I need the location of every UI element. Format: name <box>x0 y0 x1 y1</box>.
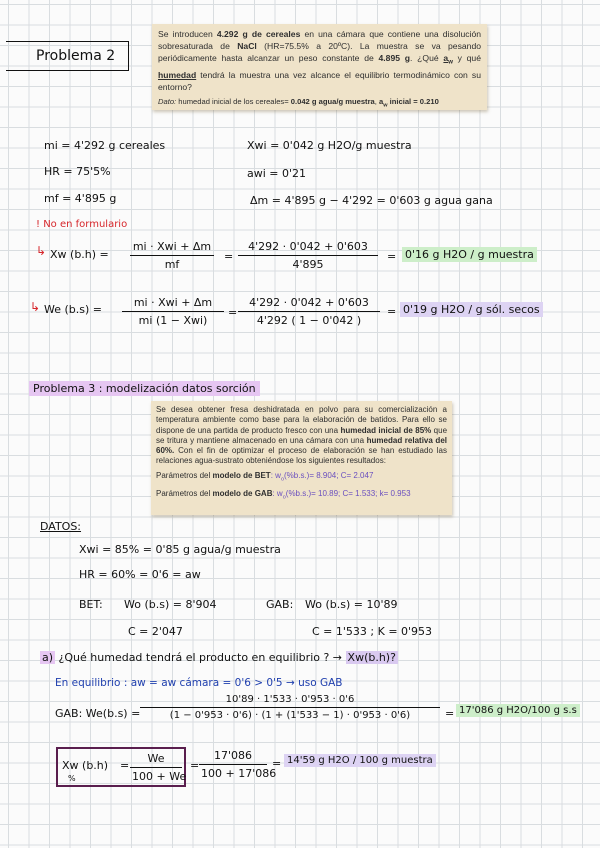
box-eq: = <box>120 759 130 772</box>
moisture-initial: Xwi = 0'042 g H2O/g muestra <box>247 139 412 152</box>
problem-2-title: Problema 2 <box>36 48 116 64</box>
xw-result: 0'16 g H2O / g muestra <box>402 247 537 262</box>
equilibrium-note: En equilibrio : aw = aw cámara = 0'6 > 0'5 → uso GAB <box>55 677 343 689</box>
we-substitution: $\frac{4'292 \cdot 0'042 + 0'603}{4'292 ( 1 - 0'042 )}$ <box>238 296 380 327</box>
bet-c: C = 2'047 <box>128 625 183 638</box>
equals: = <box>272 757 282 770</box>
xw-label: Xw (b.h) = <box>50 248 109 261</box>
problem-2-title-box <box>6 41 129 71</box>
final-fraction: $\frac{17'086}{100 + 17'086}$ <box>201 749 277 780</box>
box-pct: % <box>68 774 76 783</box>
we-result: 0'19 g H2O / g sól. secos <box>400 302 543 317</box>
aw-initial: awi = 0'21 <box>247 167 307 180</box>
relative-humidity-p3: HR = 60% = 0'6 = aw <box>79 568 201 581</box>
mass-final: mf = 4'895 g <box>44 192 117 205</box>
problem-3-title: Problema 3 : modelización datos sorción <box>29 381 260 396</box>
final-result: 14'59 g H2O / 100 g muestra <box>284 754 436 767</box>
bet-label: BET: <box>79 598 103 611</box>
equals: = <box>228 306 238 319</box>
problem-2-statement: Se introducen 4.292 g de cereales en una cámara que contiene una disolución sobresaturada de NaCl (HR=75.5% a 20ºC). La muestra se va pesando periódicamente hasta alcanzar un peso constante de 4.895 g. ¿Qué $a_w$ y qué humedad tendrá la muestra una vez alcance el equilibrio termodinámico con su entorno? Dato: humedad inicial de los cereales= 0.042 g agua/g muestra, $a_w$ inicial = 0.210 <box>152 24 487 110</box>
datos-heading: DATOS: <box>40 520 82 533</box>
moisture-initial-p3: Xwi = 85% = 0'85 g agua/g muestra <box>79 543 281 556</box>
xw-formula: mi · Xwi + Δm mf <box>130 240 214 271</box>
problem-3-statement: Se desea obtener fresa deshidratada en polvo para su comercialización a temperatura ambiente como base para la elaboración de batidos. Para ello se dispone de una partida de producto fresco con una humedad inicial de 85% que se tritura y mantiene almacenado en una cámara con una humedad relativa del 60%. Con el fin de optimizar el proceso de elaboración se han estudiado las relaciones agua-sustrato obteniéndose los siguientes resultados: Parámetros del modelo de BET: $w_o(\%b.s.)= 8.904$; C= 2.047 Parámetros del modelo de GAB: $w_o(\%b.s.)= 10.89$; C= 1.533; k= 0.953 <box>151 401 452 515</box>
gab-wo: Wo (b.s) = 10'89 <box>305 598 398 611</box>
gab-formula: $\frac{10'89 \cdot 1'533 \cdot 0'953 \cdot 0'6}{(1 - 0'953 \cdot 0'6) \cdot (1 + (1'533 - 1) \cdot 0'953 \cdot 0'6)}$ <box>140 694 440 721</box>
xw-substitution: $\frac{4'292 \cdot 0'042 + 0'603}{4'895}$ <box>238 240 378 271</box>
equals: = <box>387 305 397 318</box>
gab-label: GAB: <box>266 598 294 611</box>
final-formula-box <box>56 747 186 787</box>
formula-note: ! No en formulario <box>36 219 128 230</box>
mass-initial: mi = 4'292 g cereales <box>44 139 166 152</box>
we-formula: mi · Xwi + Δm mi (1 − Xwi) <box>122 296 224 327</box>
we-label: We (b.s) = <box>44 303 103 316</box>
gab-c-k: C = 1'533 ; K = 0'953 <box>312 625 433 638</box>
relative-humidity: HR = 75'5% <box>44 165 111 178</box>
box-fraction: $\frac{We}{100 + We}$ <box>132 752 187 783</box>
arrow-2: ↳ <box>30 300 41 314</box>
arrow-1: ↳ <box>36 244 47 258</box>
gab-result: 17'086 g H2O/100 g s.s <box>456 704 580 717</box>
gab-we-label: GAB: We(b.s) = <box>55 707 141 720</box>
box-lhs: Xw (b.h) <box>62 759 109 772</box>
bet-wo: Wo (b.s) = 8'904 <box>124 598 217 611</box>
equals: = <box>387 250 397 263</box>
equals: = <box>445 707 455 720</box>
mass-difference: Δm = 4'895 g − 4'292 = 0'603 g agua gana <box>250 194 493 207</box>
question-a: a) ¿Qué humedad tendrá el producto en equilibrio ? → Xw(b.h)? <box>42 651 396 664</box>
equals: = <box>224 250 234 263</box>
equals: = <box>190 759 200 772</box>
